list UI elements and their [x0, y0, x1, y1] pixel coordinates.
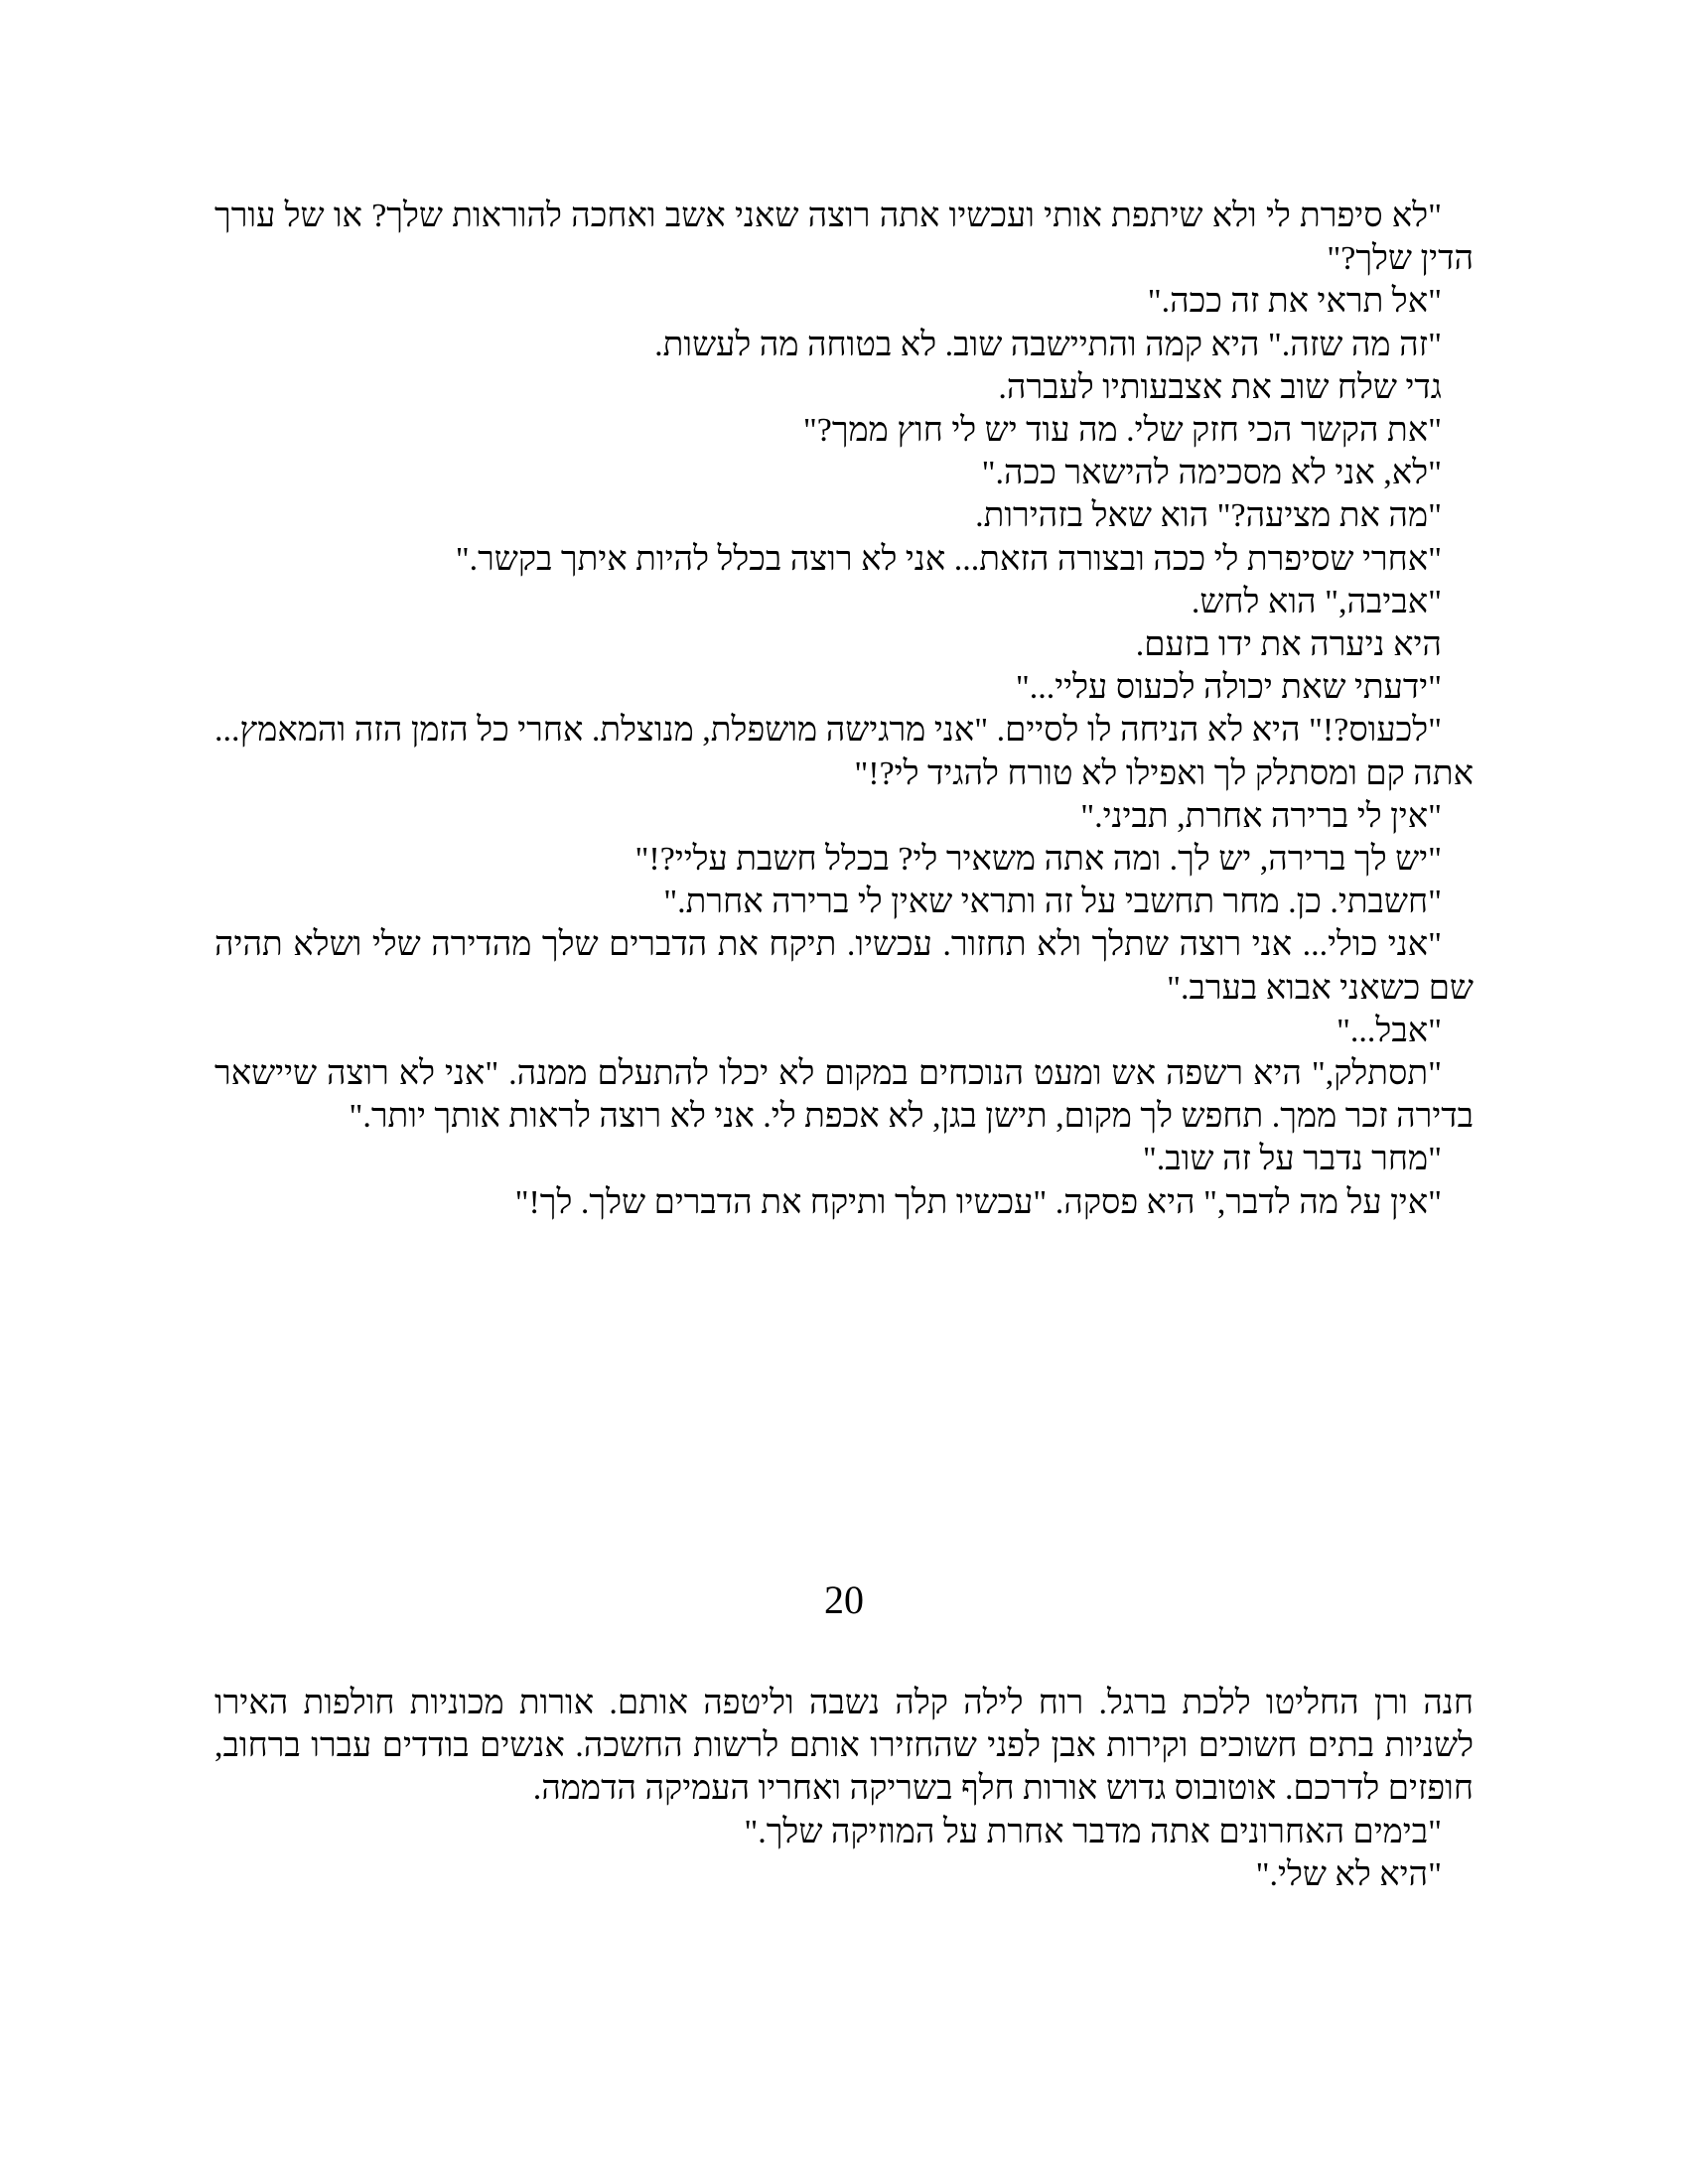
paragraph: "אביבה," הוא לחש. [1191, 583, 1442, 620]
paragraph: "אחרי שסיפרת לי ככה ובצורה הזאת... אני לא רוצה בכלל להיות איתך בקשר." [455, 540, 1442, 578]
paragraph: "אני כולי... אני רוצה שתלך ולא תחזור. עכשיו. תיקח את הדברים שלך מהדירה שלי ושלא תהיה שם כשאני אבוא בערב." [214, 926, 1474, 1007]
paragraph: "מה את מציעה?" הוא שאל בזהירות. [975, 497, 1442, 535]
paragraph: "אל תראי את זה ככה." [1147, 283, 1442, 321]
paragraph: היא ניערה את ידו בזעם. [1135, 626, 1442, 664]
paragraph: "אבל..." [1336, 1012, 1442, 1049]
paragraph: "מחר נדבר על זה שוב." [1142, 1141, 1442, 1178]
paragraph: "לכעוס?!" היא לא הניחה לו לסיים. "אני מרגישה מושפלת, מנוצלת. אחרי כל הזמן הזה והמאמץ... אתה קם ומסתלק לך ואפילו לא טורח להגיד לי?!" [214, 712, 1474, 792]
chapter-section [214, 1682, 1474, 1896]
paragraph: "היא לא שלי." [1255, 1855, 1442, 1893]
paragraph: "זה מה שזה." היא קמה והתיישבה שוב. לא בטוחה מה לעשות. [654, 326, 1442, 363]
dialogue-section [214, 195, 1474, 1224]
paragraph: "תסתלק," היא רשפה אש ומעט הנוכחים במקום לא יכלו להתעלם ממנה. "אני לא רוצה שיישאר בדירה זכר ממך. תחפש לך מקום, תישן בגן, לא אכפת לי. אני לא רוצה לראות אותך יותר." [214, 1055, 1474, 1136]
paragraph: "חשבתי. כן. מחר תחשבי על זה ותראי שאין לי ברירה אחרת." [663, 884, 1442, 921]
paragraph: "אין לי ברירה אחרת, תביני." [1080, 797, 1442, 835]
chapter-number: 20 [824, 1577, 864, 1622]
paragraph: "לא, אני לא מסכימה להישאר ככה." [981, 455, 1442, 492]
paragraph: "אין על מה לדבר," היא פסקה. "עכשיו תלך ותיקח את הדברים שלך. לך!" [514, 1183, 1442, 1221]
paragraph: "לא סיפרת לי ולא שיתפת אותי ועכשיו אתה רוצה שאני אשב ואחכה להוראות שלך? או של עורך הדין שלך?" [214, 198, 1474, 278]
paragraph: "ידעתי שאת יכולה לכעוס עליי..." [1015, 669, 1442, 707]
paragraph: "את הקשר הכי חזק שלי. מה עוד יש לי חוץ ממך?" [802, 412, 1442, 450]
paragraph: גדי שלח שוב את אצבעותיו לעברה. [998, 368, 1442, 406]
paragraph: "יש לך ברירה, יש לך. ומה אתה משאיר לי? בכלל חשבת עליי?!" [634, 841, 1442, 879]
paragraph: "בימים האחרונים אתה מדבר אחרת על המוזיקה שלך." [744, 1813, 1442, 1850]
opening-paragraph: חנה ורן החליטו ללכת ברגל. רוח לילה קלה נשבה וליטפה אותם. אורות מכוניות חולפות האירו לשניות בתים חשוכים וקירות אבן לפני שהחזירו אותם לרשות החשכה. אנשים בודדים עברו ברחוב, חופזים לדרכם. אוטובוס גדוש אורות חלף בשריקה ואחריו העמיקה הדממה. [214, 1685, 1474, 1808]
